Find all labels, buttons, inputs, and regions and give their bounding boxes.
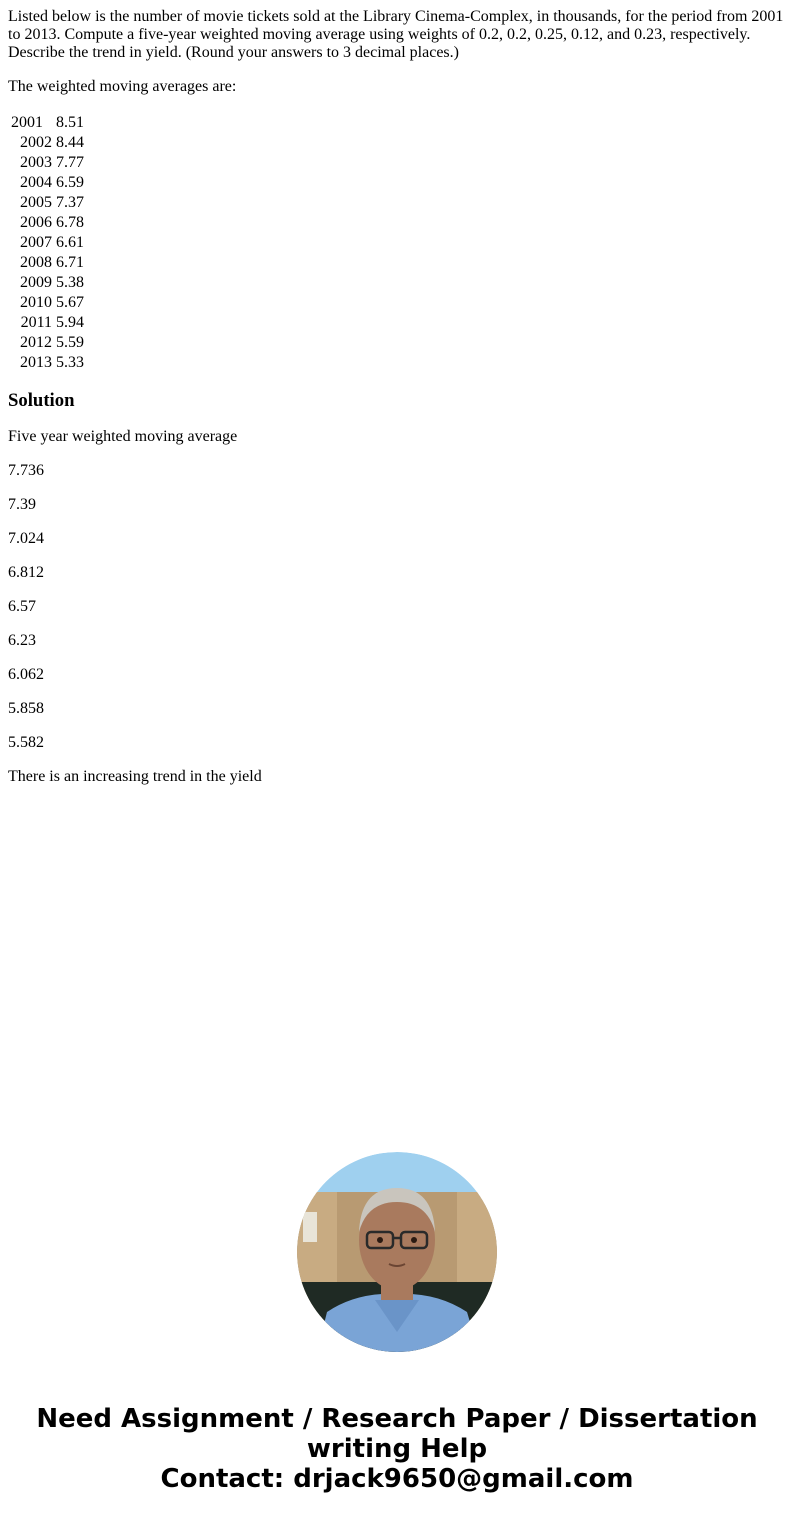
year-cell: 2006 xyxy=(20,214,52,231)
table-row xyxy=(10,174,85,192)
value-cell: 5.94 xyxy=(56,314,84,331)
value-cell: 5.67 xyxy=(56,294,84,311)
solution-heading: Solution xyxy=(8,390,75,411)
promo-line-1: Need Assignment / Research Paper / Dissertation xyxy=(36,1404,758,1434)
year-cell: 2010 xyxy=(20,294,52,311)
year-cell: 2003 xyxy=(20,154,52,171)
table-row xyxy=(10,194,85,212)
year-cell: 2012 xyxy=(20,334,52,351)
year-cell: 2013 xyxy=(20,354,52,371)
value-cell: 8.44 xyxy=(56,134,84,151)
value-cell: 8.51 xyxy=(56,114,84,131)
author-photo xyxy=(297,1152,497,1352)
question-prompt: The weighted moving averages are: xyxy=(8,78,237,95)
value-cell: 6.78 xyxy=(56,214,84,231)
solution-value: 7.736 xyxy=(8,462,44,479)
promo-banner xyxy=(0,1152,794,1494)
promo-line-2: writing Help xyxy=(306,1434,488,1464)
table-row xyxy=(10,254,85,272)
table-row xyxy=(10,274,85,292)
table-row xyxy=(10,154,85,172)
value-cell: 7.77 xyxy=(56,154,84,171)
solution-value: 6.062 xyxy=(8,666,44,683)
promo-contact: Contact: drjack9650@gmail.com xyxy=(160,1464,634,1494)
solution-values xyxy=(8,462,786,752)
year-cell: 2002 xyxy=(20,134,52,151)
table-row xyxy=(10,294,85,312)
table-row xyxy=(10,234,85,252)
table-row xyxy=(10,114,85,132)
value-cell: 6.61 xyxy=(56,234,84,251)
solution-value: 5.582 xyxy=(8,734,44,751)
table-row xyxy=(10,214,85,232)
year-cell: 2001 xyxy=(11,114,43,131)
value-cell: 7.37 xyxy=(56,194,84,211)
value-cell: 6.71 xyxy=(56,254,84,271)
document-body xyxy=(8,8,786,802)
year-cell: 2009 xyxy=(20,274,52,291)
table-row xyxy=(10,134,85,152)
solution-value: 5.858 xyxy=(8,700,44,717)
solution-value: 6.812 xyxy=(8,564,44,581)
value-cell: 5.38 xyxy=(56,274,84,291)
solution-conclusion: There is an increasing trend in the yield xyxy=(8,768,262,785)
solution-intro: Five year weighted moving average xyxy=(8,428,238,445)
solution-value: 6.57 xyxy=(8,598,36,615)
year-cell: 2005 xyxy=(20,194,52,211)
table-row xyxy=(10,334,85,352)
ticket-table xyxy=(8,112,87,374)
solution-value: 7.024 xyxy=(8,530,44,547)
table-row xyxy=(10,354,85,372)
value-cell: 5.33 xyxy=(56,354,84,371)
question-text: Listed below is the number of movie tickets sold at the Library Cinema-Complex, in thousands, for the period from 2001 to 2013. Compute a five-year weighted moving average using weights of 0.2, 0.2, 0.25, 0.12, and 0.23, respectively. Describe the trend in yield. (Round your answers to 3 decimal places.) xyxy=(8,8,784,61)
value-cell: 5.59 xyxy=(56,334,84,351)
year-cell: 2008 xyxy=(20,254,52,271)
table-row xyxy=(10,314,85,332)
solution-value: 6.23 xyxy=(8,632,36,649)
year-cell: 2007 xyxy=(20,234,52,251)
avatar xyxy=(297,1152,497,1352)
promo-text xyxy=(0,1404,794,1494)
value-cell: 6.59 xyxy=(56,174,84,191)
solution-value: 7.39 xyxy=(8,496,36,513)
year-cell: 2011 xyxy=(20,314,52,331)
year-cell: 2004 xyxy=(20,174,52,191)
